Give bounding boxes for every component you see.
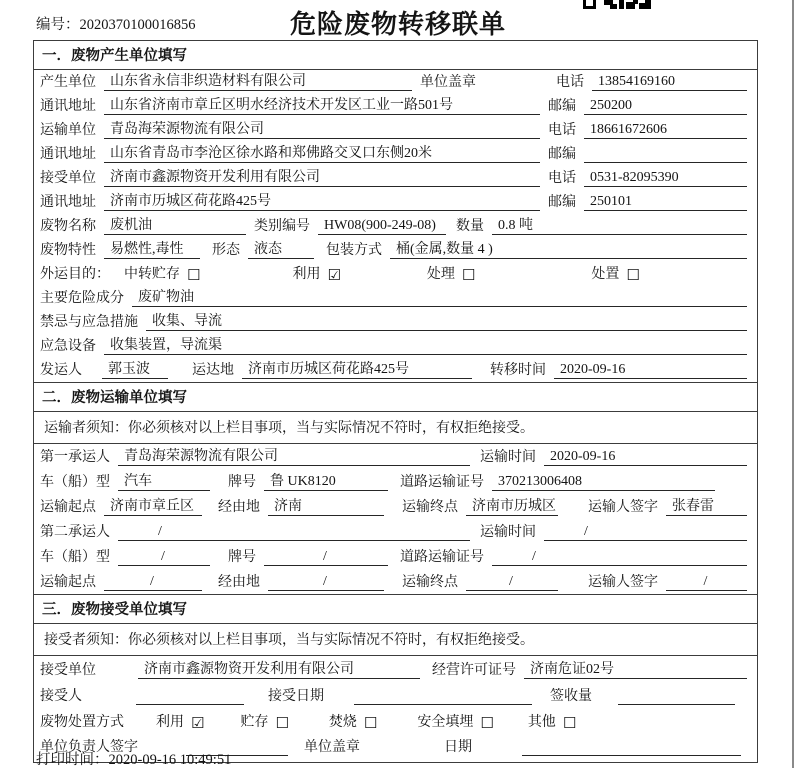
vehicle-type-label: 车（船）型: [40, 550, 110, 565]
permit-value: 济南危证02号: [524, 658, 747, 679]
document-header: [0, 0, 796, 40]
carrier1-via-value: 济南: [268, 495, 384, 516]
carrier2-sign-value: /: [666, 574, 747, 591]
form-value: 液态: [248, 238, 314, 259]
carrier2-plate-value: /: [264, 549, 388, 566]
purpose-option-label: 利用: [292, 267, 321, 282]
checkbox-checked-icon: ☑: [191, 714, 205, 732]
phone-label: 电话: [548, 171, 576, 186]
packing-value: 桶(金属,数量 4 ): [390, 238, 747, 259]
transporter-phone-value: 18661672606: [584, 122, 747, 139]
receiver-label: 接受单位: [40, 171, 96, 186]
receiver-value: 济南市鑫源物资开发利用有限公司: [104, 166, 540, 187]
category-label: 类别编号: [254, 219, 310, 234]
producer-phone-value: 13854169160: [592, 74, 747, 91]
phone-label: 电话: [548, 123, 576, 138]
scan-page-edge: [792, 0, 794, 768]
transporter-notice: 运输者须知：你必须核对以上栏目事项，当与实际情况不符时，有权拒绝接受。: [34, 412, 757, 444]
emergency-equipment-value: 收集装置，导流渠: [104, 334, 747, 355]
destination-value: 济南市历城区荷花路425号: [242, 358, 472, 379]
purpose-label: 外运目的：: [40, 267, 110, 282]
disposal-option-other: [528, 711, 576, 731]
category-value: HW08(900-249-08): [318, 218, 446, 235]
emergency-equipment-row: [34, 334, 757, 358]
zip-label: 邮编: [548, 147, 576, 162]
carrier2-row: [34, 519, 757, 544]
transporter-zip-value: [584, 146, 747, 163]
checkbox-unchecked-icon: ☐: [461, 266, 476, 284]
carrier2-value: /: [118, 524, 470, 541]
waste-name-row: [34, 214, 757, 238]
producer-address-row: [34, 94, 757, 118]
carrier2-time-value: /: [544, 524, 747, 541]
carrier2-vehicle-row: [34, 544, 757, 569]
checkbox-unchecked-icon: ☐: [562, 714, 577, 732]
checkbox-checked-icon: ☑: [327, 266, 341, 284]
receiver-address-value: 济南市历城区荷花路425号: [104, 190, 540, 211]
producer-address-value: 山东省济南市章丘区明水经济技术开发区工业一路501号: [104, 94, 540, 115]
carrier1-time-value: 2020-09-16: [544, 449, 747, 466]
zip-label: 邮编: [548, 195, 576, 210]
hazard-component-value: 废矿物油: [132, 286, 747, 307]
section2-header: 二．废物运输单位填写: [34, 382, 757, 412]
accept-unit-row: [34, 656, 757, 682]
checkbox-unchecked-icon: ☐: [626, 266, 640, 284]
carrier1-license-value: 370213006408: [492, 474, 715, 491]
checkbox-unchecked-icon: ☐: [363, 714, 378, 732]
disposal-option-label: 其他: [527, 715, 556, 730]
carrier1-origin-value: 济南市章丘区: [104, 495, 202, 516]
road-license-label: 道路运输证号: [400, 550, 484, 565]
purpose-row: [34, 262, 757, 286]
disposal-option-landfill: [417, 711, 493, 731]
transporter-value: 青岛海荣源物流有限公司: [104, 118, 540, 139]
date-label: 日期: [444, 740, 472, 755]
waste-name-label: 废物名称: [40, 219, 96, 234]
purpose-option-recycle: [292, 263, 340, 283]
transfer-time-label: 转移时间: [490, 363, 546, 378]
disposal-option-recycle: [156, 711, 204, 731]
carrier2-origin-value: /: [104, 574, 202, 591]
address-label: 通讯地址: [40, 99, 96, 114]
receiver-notice: 接受者须知：你必须核对以上栏目事项，当与实际情况不符时，有权拒绝接受。: [34, 624, 757, 656]
transporter-address-row: [34, 142, 757, 166]
producer-label: 产生单位: [40, 75, 96, 90]
producer-row: [34, 70, 757, 94]
plate-label: 牌号: [228, 475, 256, 490]
transporter-row: [34, 118, 757, 142]
taboo-measures-value: 收集、导流: [146, 310, 747, 331]
destination-label: 运达地: [192, 363, 234, 378]
zip-label: 邮编: [548, 99, 576, 114]
checkbox-unchecked-icon: ☐: [275, 714, 289, 732]
print-time: [36, 748, 231, 769]
acceptor-label: 接受人: [40, 689, 82, 704]
endpoint-label: 运输终点: [402, 500, 458, 515]
purpose-option-label: 中转贮存: [124, 267, 180, 282]
signed-qty-value: [618, 688, 735, 705]
carrier2-route-row: [34, 569, 757, 594]
disposal-option-label: 安全填埋: [417, 715, 474, 730]
unit-seal-label: 单位盖章: [304, 740, 360, 755]
head-sign-label: 单位负责人签字: [40, 740, 138, 755]
print-time-value: 2020-09-16 10:49:51: [108, 752, 232, 768]
origin-label: 运输起点: [40, 500, 96, 515]
disposal-option-incinerate: [329, 711, 377, 731]
vehicle-type-label: 车（船）型: [40, 475, 110, 490]
quantity-label: 数量: [456, 219, 484, 234]
accept-date-value: [354, 688, 532, 705]
doc-number-label: 编号：: [36, 17, 80, 33]
emergency-equipment-label: 应急设备: [40, 339, 96, 354]
accept-date-label: 接受日期: [268, 689, 324, 704]
plate-label: 牌号: [228, 550, 256, 565]
carrier2-end-value: /: [466, 574, 558, 591]
taboo-measures-label: 禁忌与应急措施: [40, 315, 138, 330]
section1-header: 一．废物产生单位填写: [34, 41, 757, 70]
disposal-option-label: 焚烧: [328, 715, 357, 730]
transporter-address-value: 山东省青岛市李沧区徐水路和郑佛路交叉口东侧20米: [104, 142, 540, 163]
transport-time-label: 运输时间: [480, 525, 536, 540]
waste-character-label: 废物特性: [40, 243, 96, 258]
checkbox-unchecked-icon: ☐: [187, 266, 201, 284]
carrier2-via-value: /: [268, 574, 384, 591]
transport-time-label: 运输时间: [480, 450, 536, 465]
receiver-address-row: [34, 190, 757, 214]
permit-label: 经营许可证号: [432, 663, 516, 678]
date-value: [522, 739, 741, 756]
carrier-sign-label: 运输人签字: [588, 500, 658, 515]
carrier1-label: 第一承运人: [40, 450, 110, 465]
receiver-phone-value: 0531-82095390: [584, 170, 747, 187]
accept-unit-label: 接受单位: [40, 663, 96, 678]
consignor-label: 发运人: [40, 363, 82, 378]
carrier1-end-value: 济南市历城区: [466, 495, 558, 516]
transfer-time-value: 2020-09-16: [554, 362, 747, 379]
purpose-option-transfer-storage: [124, 263, 200, 283]
carrier2-label: 第二承运人: [40, 525, 110, 540]
disposal-option-label: 利用: [156, 715, 184, 730]
qr-code-fragment: [583, 0, 651, 11]
manifest-form: [33, 40, 758, 763]
via-label: 经由地: [218, 575, 260, 590]
page-title: 危险废物转移联单: [289, 10, 506, 39]
purpose-option-dispose: [591, 263, 639, 283]
section3-header: 三．废物接受单位填写: [34, 594, 757, 624]
disposal-method-label: 废物处置方式: [40, 715, 124, 730]
acceptor-value: [136, 688, 244, 705]
packing-label: 包装方式: [326, 243, 382, 258]
checkbox-unchecked-icon: ☐: [480, 714, 494, 732]
waste-character-value: 易燃性,毒性: [104, 238, 200, 259]
doc-number-value: 2020370100016856: [79, 17, 196, 33]
print-time-label: 打印时间：: [36, 752, 109, 768]
carrier1-value: 青岛海荣源物流有限公司: [118, 445, 470, 466]
address-label: 通讯地址: [40, 147, 96, 162]
carrier1-vehicle-row: [34, 469, 757, 494]
waste-name-value: 废机油: [104, 214, 246, 235]
producer-value: 山东省永信非织造材料有限公司: [104, 70, 412, 91]
consignor-row: [34, 358, 757, 382]
carrier-sign-label: 运输人签字: [588, 575, 658, 590]
hazard-component-row: [34, 286, 757, 310]
phone-label: 电话: [556, 75, 584, 90]
transporter-label: 运输单位: [40, 123, 96, 138]
carrier1-row: [34, 444, 757, 469]
endpoint-label: 运输终点: [402, 575, 458, 590]
receiver-zip-value: 250101: [584, 194, 747, 211]
disposal-option-label: 贮存: [240, 715, 269, 730]
consignor-value: 郭玉波: [102, 358, 168, 379]
disposal-option-storage: [240, 711, 288, 731]
carrier1-plate-value: 鲁 UK8120: [264, 470, 388, 491]
carrier2-license-value: /: [492, 549, 747, 566]
taboo-measures-row: [34, 310, 757, 334]
form-label: 形态: [212, 243, 240, 258]
signed-qty-label: 签收量: [550, 689, 592, 704]
receiver-row: [34, 166, 757, 190]
unit-seal-label: 单位盖章: [420, 75, 476, 90]
purpose-option-treat: [427, 263, 475, 283]
origin-label: 运输起点: [40, 575, 96, 590]
waste-character-row: [34, 238, 757, 262]
purpose-option-label: 处置: [591, 267, 620, 282]
acceptor-row: [34, 682, 757, 708]
address-label: 通讯地址: [40, 195, 96, 210]
quantity-value: 0.8 吨: [492, 214, 747, 235]
producer-zip-value: 250200: [584, 98, 747, 115]
accept-unit-value: 济南市鑫源物资开发利用有限公司: [138, 658, 420, 679]
carrier1-vehicle-value: 汽车: [118, 470, 210, 491]
disposal-method-row: [34, 708, 757, 734]
carrier2-vehicle-value: /: [118, 549, 210, 566]
carrier1-route-row: [34, 494, 757, 519]
hazard-component-label: 主要危险成分: [40, 291, 124, 306]
via-label: 经由地: [218, 500, 260, 515]
purpose-option-label: 处理: [426, 267, 455, 282]
road-license-label: 道路运输证号: [400, 475, 484, 490]
carrier1-sign-value: 张春雷: [666, 495, 747, 516]
